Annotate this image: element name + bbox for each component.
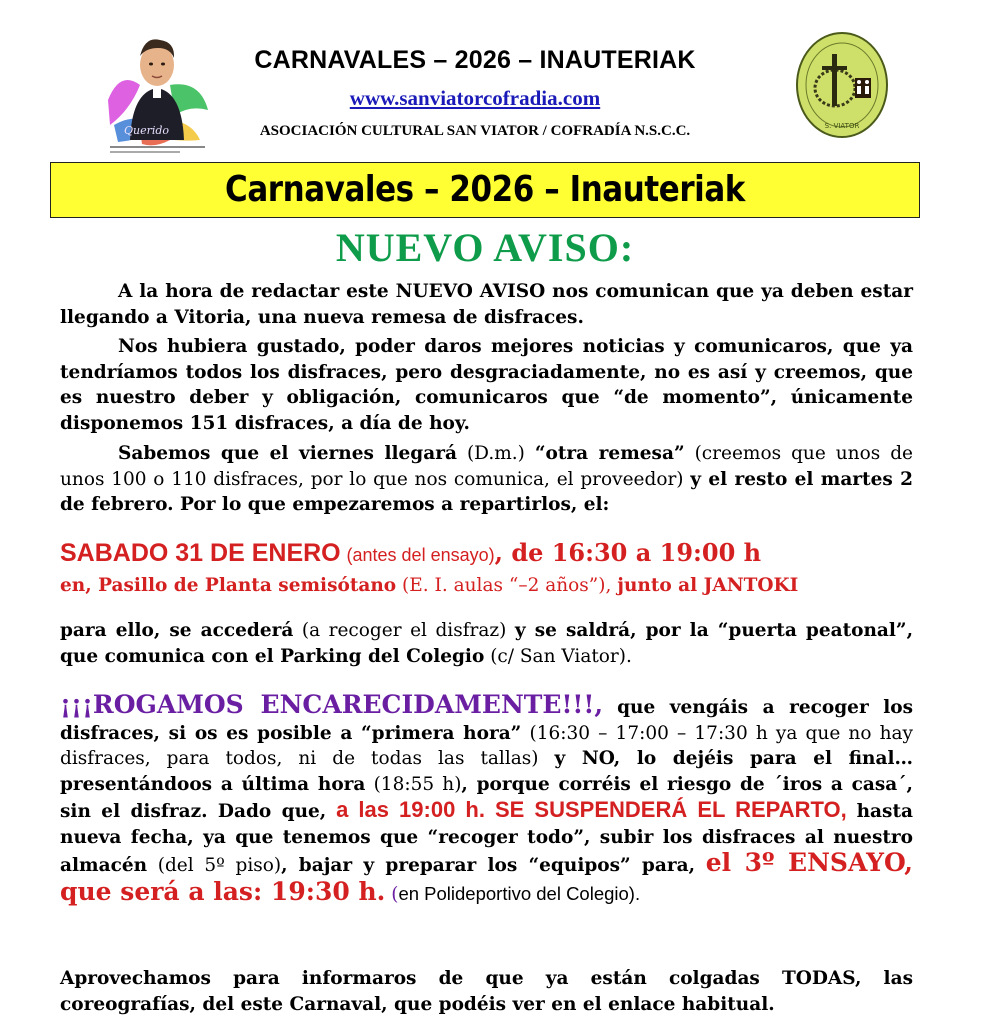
distribution-jantoki: junto al JANTOKI (617, 575, 799, 596)
p5-rehearsal: el 3º ENSAYO, que será a las: 19:30 h. (60, 848, 913, 906)
p5-rogamos: ¡¡¡ROGAMOS ENCARECIDAMENTE!!!, (60, 690, 604, 719)
p5-times: (16:30 – 17:00 – 17:30 h ya que no hay disfraces, para todos, ni de todas las tallas) (60, 722, 914, 769)
paragraph-2-text: Nos hubiera gustado, poder daros mejores noticias y comunicaros, que ya tendríamos todos los disfraces, pero desgraciadamente, no es así y creemos, que es nuestro deber y obligación, comunicaros que “de momento”, únicamente disponemos 151 disfraces, a día de hoy. (60, 336, 913, 434)
p5-prepare: , bajar y preparar los “equipos” para, (281, 855, 696, 876)
p3-otra-remesa: “otra remesa” (534, 443, 685, 464)
distribution-day: SABADO 31 DE ENERO (60, 539, 341, 567)
paragraph-1-text: A la hora de redactar este NUEVO AVISO nos comunican que ya deben estar llegando a Vitoria, una nueva remesa de disfraces. (60, 281, 913, 328)
p5-paren: ( (391, 883, 399, 905)
p3-estimate: (creemos que unos de unos 100 o 110 disfraces, por lo que nos comunica, el proveedor) (60, 443, 914, 490)
p4-access: para ello, se accederá (60, 620, 294, 641)
paragraph-2 (60, 334, 913, 436)
p5-late-time: (18:55 h) (373, 773, 462, 795)
paragraph-4 (60, 618, 913, 669)
distribution-place (60, 573, 913, 599)
p5-collect: hasta nueva fecha, ya que tenemos que “recoger todo”, subir los disfraces al nuestro almacén (60, 801, 913, 876)
p5-first-hour: que vengáis a recoger los disfraces, si os es posible a “primera hora” (60, 697, 913, 744)
svg-text:Querido: Querido (124, 124, 170, 137)
distribution-time: , de 16:30 a 19:00 h (494, 538, 762, 567)
p4-street: (c/ San Viator). (490, 645, 632, 667)
title-banner (50, 162, 920, 218)
website-link[interactable]: www.sanviatorcofradia.com (349, 86, 601, 110)
p3-rest: y el resto el martes 2 de febrero. Por lo que empezaremos a repartirlos, el: (60, 468, 913, 515)
p5-floor: (del 5º piso) (157, 855, 282, 876)
paragraph-3 (60, 441, 913, 518)
paragraph-5 (60, 692, 913, 907)
p5-no-late: y NO, lo dejéis para el final… presentándoos a última hora (60, 748, 913, 795)
document-header (0, 0, 983, 160)
seal-bottom-text: S. VIATOR (824, 122, 860, 130)
p3-dm: (D.m.) (466, 443, 525, 464)
cofradia-seal-logo (795, 30, 890, 140)
p5-dado-que: . Dado que, (201, 801, 327, 822)
association-name: ASOCIACIÓN CULTURAL SAN VIATOR / COFRADÍA N.S.C.C. (259, 123, 691, 139)
p5-suspend: a las 19:00 h. SE SUSPENDERÁ EL REPARTO, (336, 797, 847, 822)
p4-exit: y se saldrá, por la “puerta peatonal”, que comunica con el Parking del Colegio (60, 620, 914, 667)
header-title: CARNAVALES – 2026 – INAUTERIAK (254, 46, 696, 74)
distribution-date (60, 536, 913, 573)
p5-venue: en Polideportivo del Colegio). (398, 882, 641, 904)
paragraph-1 (60, 279, 913, 330)
p4-pickup: (a recoger el disfraz) (301, 620, 507, 641)
p3-friday: Sabemos que el viernes llegará (118, 443, 457, 464)
distribution-before-note: (antes del ensayo) (346, 545, 495, 565)
p5-risk: , porque corréis el riesgo de ´iros a casa´, sin el disfraz (60, 773, 913, 822)
paragraph-6-text: Aprovechamos para informaros de que ya están colgadas TODAS, las coreografías, del este Carnaval, que podéis ver en el enlace habitual. (60, 968, 913, 1015)
nuevo-aviso-heading: NUEVO AVISO: (335, 225, 635, 270)
distribution-location-note: (E. I. aulas “–2 años”), (402, 575, 612, 596)
banner-title: Carnavales – 2026 – Inauteriak (225, 169, 745, 210)
paragraph-6 (60, 966, 913, 1017)
distribution-location: en, Pasillo de Planta semisótano (60, 575, 397, 596)
